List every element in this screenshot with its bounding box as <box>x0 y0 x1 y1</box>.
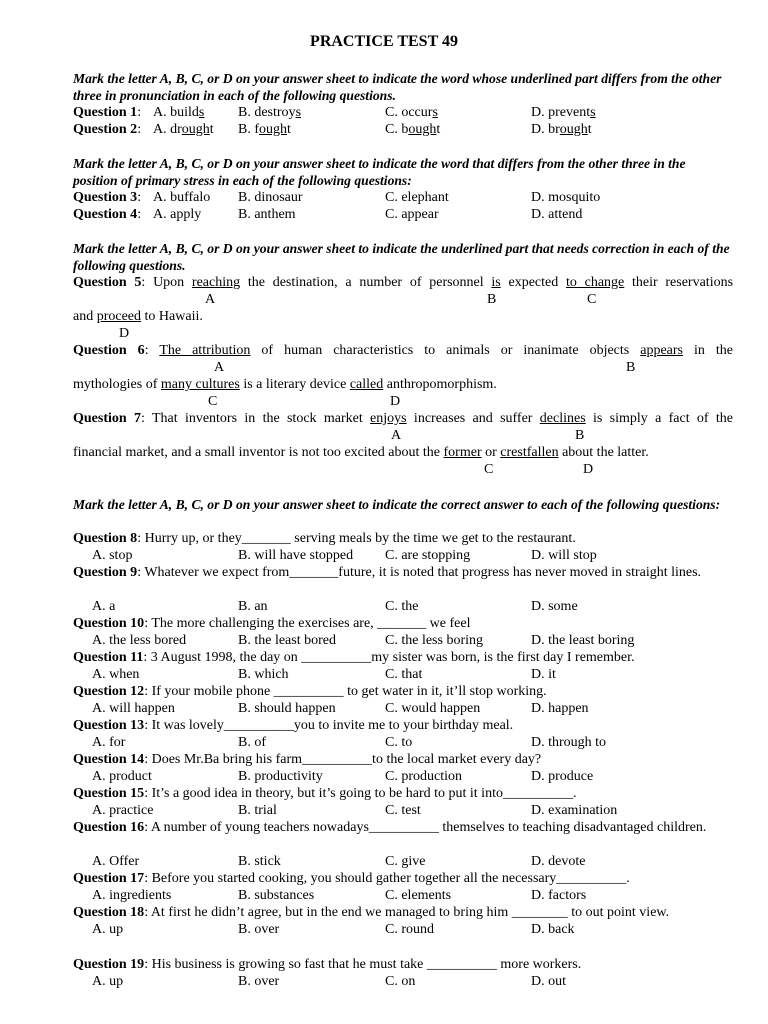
q14-option-d: D. produce <box>531 769 594 784</box>
q9-option-d: D. some <box>531 599 578 614</box>
question-18: Question 18: At first he didn’t agree, but in the end we managed to bring him ________ to out point view. <box>73 905 670 920</box>
q3-option-d: D. mosquito <box>531 190 601 205</box>
q12-option-a: A. will happen <box>92 701 175 716</box>
q8-option-d: D. will stop <box>531 548 597 563</box>
instruction-answer: Mark the letter A, B, C, or D on your answer sheet to indicate the correct answer to each of the following questions: <box>73 497 721 512</box>
marker-b: B <box>487 292 497 307</box>
question-10: Question 10: The more challenging the exercises are, _______ we feel <box>73 616 471 631</box>
q8-option-c: C. are stopping <box>385 548 471 563</box>
q6-part-a: The attribution <box>159 343 251 358</box>
q7-part-d: crestfallen <box>500 445 559 460</box>
question-3: Question 3: <box>73 190 142 205</box>
q4-option-a: A. apply <box>153 207 202 222</box>
q7-part-c: former <box>443 445 482 460</box>
q4-option-c: C. appear <box>385 207 439 222</box>
q18-option-b: B. over <box>238 922 280 937</box>
question-5-line-1: Question 5: Upon reaching the destination, a number of personnel is expected to change their reservations <box>73 275 734 290</box>
question-label: Question 2 <box>73 122 138 137</box>
question-17: Question 17: Before you started cooking, you should gather together all the necessary__________. <box>73 871 630 886</box>
q2-option-a: A. drought <box>153 122 214 137</box>
q14-option-b: B. productivity <box>238 769 323 784</box>
q13-option-a: A. for <box>92 735 126 750</box>
q19-option-a: A. up <box>92 974 124 989</box>
question-5-line-2: and proceed to Hawaii. <box>73 309 203 324</box>
instruction-error: Mark the letter A, B, C, or D on your answer sheet to indicate the underlined part that needs correction in each of the following questions. <box>73 241 730 273</box>
question-6-line-2: mythologies of many cultures is a literary device called anthropomorphism. <box>73 377 497 392</box>
q19-option-c: C. on <box>385 974 416 989</box>
marker-a: A <box>205 292 216 307</box>
q3-option-b: B. dinosaur <box>238 190 303 205</box>
question-7-line-1: Question 7: That inventors in the stock market enjoys increases and suffer declines is simply a fact of the <box>73 411 733 426</box>
instruction-pronunciation: Mark the letter A, B, C, or D on your answer sheet to indicate the word whose underlined part differs from the other three in pronunciation in each of the following questions. <box>73 71 722 103</box>
q16-option-a: A. Offer <box>92 854 140 869</box>
question-13: Question 13: It was lovely__________you to invite me to your birthday meal. <box>73 718 514 733</box>
q1-option-c: C. occurs <box>385 105 438 120</box>
question-14: Question 14: Does Mr.Ba bring his farm__________to the local market every day? <box>73 752 542 767</box>
question-16: Question 16: A number of young teachers nowadays__________ themselves to teaching disadvantaged children. <box>73 820 707 835</box>
marker-c: C <box>208 394 218 409</box>
q6-part-d: called <box>349 377 384 392</box>
q2-option-d: D. brought <box>531 122 592 137</box>
q14-option-a: A. product <box>92 769 152 784</box>
marker-c: C <box>484 462 494 477</box>
question-12: Question 12: If your mobile phone __________ to get water in it, it’ll stop working. <box>73 684 547 699</box>
q15-option-d: D. examination <box>531 803 618 818</box>
marker-b: B <box>575 428 585 443</box>
q15-option-c: C. test <box>385 803 421 818</box>
marker-d: D <box>390 394 401 409</box>
q15-option-a: A. practice <box>92 803 154 818</box>
q17-option-a: A. ingredients <box>92 888 172 903</box>
q14-option-c: C. production <box>385 769 462 784</box>
q19-option-d: D. out <box>531 974 566 989</box>
q10-option-b: B. the least bored <box>238 633 336 648</box>
q16-option-d: D. devote <box>531 854 586 869</box>
q10-option-c: C. the less boring <box>385 633 483 648</box>
q3-option-a: A. buffalo <box>153 190 211 205</box>
q16-option-c: C. give <box>385 854 426 869</box>
q11-option-a: A. when <box>92 667 140 682</box>
q6-part-c: many cultures <box>160 377 240 392</box>
marker-c: C <box>587 292 597 307</box>
marker-d: D <box>583 462 594 477</box>
marker-b: B <box>626 360 636 375</box>
question-8: Question 8: Hurry up, or they_______ serving meals by the time we get to the restaurant. <box>73 531 576 546</box>
question-label: Question 1 <box>73 105 138 120</box>
marker-a: A <box>214 360 225 375</box>
q7-part-a: enjoys <box>370 411 407 426</box>
q4-option-b: B. anthem <box>238 207 296 222</box>
q18-option-a: A. up <box>92 922 124 937</box>
q16-option-b: B. stick <box>238 854 281 869</box>
q10-option-d: D. the least boring <box>531 633 635 648</box>
q10-option-a: A. the less bored <box>92 633 187 648</box>
q5-part-b: is <box>491 275 501 290</box>
q19-option-b: B. over <box>238 974 280 989</box>
q12-option-d: D. happen <box>531 701 589 716</box>
marker-a: A <box>391 428 402 443</box>
question-9: Question 9: Whatever we expect from_______future, it is noted that progress has never moved in straight lines. <box>73 565 702 580</box>
q1-option-b: B. destroys <box>238 105 302 120</box>
question-6-line-1: Question 6: The attribution of human characteristics to animals or inanimate objects appears in the <box>73 343 733 358</box>
q13-option-b: B. of <box>238 735 266 750</box>
q6-part-b: appears <box>640 343 683 358</box>
q9-option-b: B. an <box>238 599 268 614</box>
question-4: Question 4: <box>73 207 142 222</box>
q17-option-c: C. elements <box>385 888 452 903</box>
question-11: Question 11: 3 August 1998, the day on __________my sister was born, is the first day I remember. <box>73 650 635 665</box>
q2-option-b: B. fought <box>238 122 291 137</box>
q8-option-b: B. will have stopped <box>238 548 354 563</box>
question-2: Question 2: <box>73 122 142 137</box>
question-15: Question 15: It’s a good idea in theory, but it’s going to be hard to put it into__________. <box>73 786 577 801</box>
q11-option-d: D. it <box>531 667 556 682</box>
q9-option-a: A. a <box>92 599 116 614</box>
q1-option-d: D. prevents <box>531 105 596 120</box>
marker-d: D <box>119 326 130 341</box>
q12-option-c: C. would happen <box>385 701 481 716</box>
page-title: PRACTICE TEST 49 <box>310 33 458 50</box>
q18-option-d: D. back <box>531 922 575 937</box>
instruction-stress: Mark the letter A, B, C, or D on your answer sheet to indicate the word that differs from the other three in the position of primary stress in each of the following questions: <box>73 156 686 188</box>
q11-option-b: B. which <box>238 667 289 682</box>
q17-option-b: B. substances <box>238 888 315 903</box>
q13-option-c: C. to <box>385 735 413 750</box>
q8-option-a: A. stop <box>92 548 133 563</box>
q9-option-c: C. the <box>385 599 419 614</box>
q3-option-c: C. elephant <box>385 190 449 205</box>
q7-part-b: declines <box>539 411 586 426</box>
q18-option-c: C. round <box>385 922 434 937</box>
q5-part-a: reaching <box>191 275 241 290</box>
q17-option-d: D. factors <box>531 888 587 903</box>
q15-option-b: B. trial <box>238 803 277 818</box>
q5-part-c: to change <box>565 275 625 290</box>
q1-option-a: A. builds <box>153 105 205 120</box>
q13-option-d: D. through to <box>531 735 607 750</box>
q4-option-d: D. attend <box>531 207 583 222</box>
q2-option-c: C. bought <box>385 122 441 137</box>
q5-part-d: proceed <box>96 309 142 324</box>
question-7-line-2: financial market, and a small inventor is not too excited about the former or crestfallen about the latter. <box>73 445 649 460</box>
q12-option-b: B. should happen <box>238 701 336 716</box>
question-19: Question 19: His business is growing so fast that he must take __________ more workers. <box>73 957 582 972</box>
question-1: Question 1: <box>73 105 142 120</box>
q11-option-c: C. that <box>385 667 423 682</box>
